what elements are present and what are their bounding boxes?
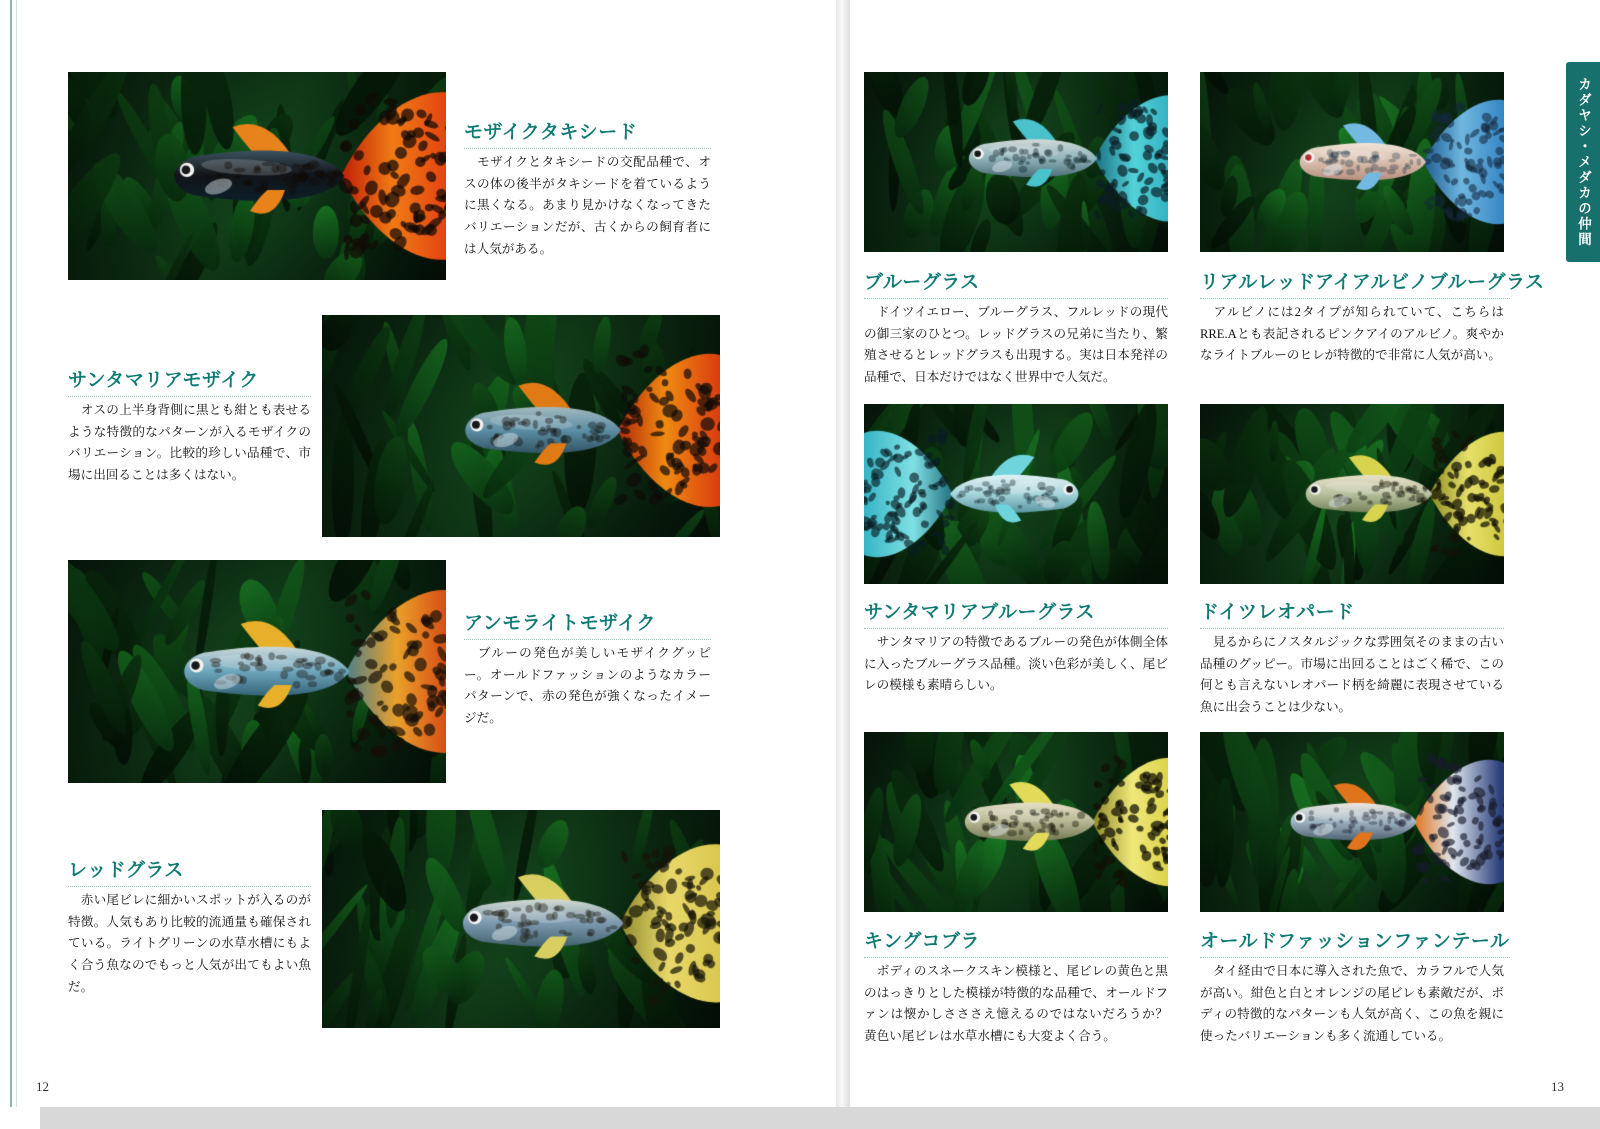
chapter-side-tab — [1566, 62, 1600, 262]
entry-body-2: オスの上半身背側に黒とも紺とも表せるような特徴的なパターンが入るモザイクのバリエーション。比較的珍しい品種で、市場に出回ることは多くはない。 — [68, 403, 311, 482]
entry-title-r1: ブルーグラス — [864, 267, 1168, 299]
entry-body-r2: アルビノには2タイプが知られていて、こちらはRRE.Aとも表記されるピンクアイのアルビノ。爽やかなライトブルーのヒレが特徴的で非常に人気が高い。 — [1200, 305, 1504, 363]
photo-santa-maria-blue-grass — [864, 404, 1168, 584]
entry-body-r1: ドイツイエロー、ブルーグラス、フルレッドの現代の御三家のひとつ。レッドグラスの兄弟に当たり、繁殖させるとレッドグラスも出現する。実は日本発祥の品種で、日本だけではなく世界中で人気だ。 — [864, 305, 1168, 384]
entry-body-r6: タイ経由で日本に導入された魚で、カラフルで人気が高い。紺色と白とオレンジの尾ビレも素敵だが、ボディの特徴的なパターンも人気が高く、この魚を親に使ったバリエーションも多く流通している。 — [1200, 964, 1504, 1043]
entry-title-1: モザイクタキシード — [464, 117, 711, 149]
entry-body-3: ブルーの発色が美しいモザイクグッピー。オールドファッションのようなカラーパターンで、赤の発色が強くなったイメージだ。 — [464, 646, 711, 725]
entry-title-r3: サンタマリアブルーグラス — [864, 597, 1168, 629]
photo-old-fashion-fantail — [1200, 732, 1504, 912]
page-edge-rule — [10, 0, 12, 1129]
entry-body-r5: ボディのスネークスキン模様と、尾ビレの黄色と黒のはっきりとした模様が特徴的な品種で、オールドファンは懐かしさささえ憶えるのではないだろうか？ 黄色い尾ビレは水草水槽にも大変よく合う。 — [864, 964, 1168, 1043]
page-edge-rule-thin — [16, 0, 17, 1129]
photo-king-cobra — [864, 732, 1168, 912]
chapter-side-tab-label: カダヤシ・メダカの仲間 — [1576, 76, 1591, 248]
entry-body-4: 赤い尾ビレに細かいスポットが入るのが特徴。人気もあり比較的流通量も確保されている。ライトグリーンの水草水槽にもよく合う魚なのでもっと人気が出てもよい魚だ。 — [68, 893, 311, 994]
entry-title-2: サンタマリアモザイク — [68, 365, 311, 397]
entry-title-4: レッドグラス — [68, 855, 311, 887]
entry-title-3: アンモライトモザイク — [464, 608, 711, 640]
photo-blue-grass — [864, 72, 1168, 252]
photo-red-grass — [322, 810, 720, 1028]
photo-rrea-albino-blue-grass — [1200, 72, 1504, 252]
photo-mosaic-tuxedo — [68, 72, 446, 280]
photo-ammolite-mosaic — [68, 560, 446, 783]
entry-title-r5: キングコブラ — [864, 926, 1168, 958]
entry-title-r4: ドイツレオパード — [1200, 597, 1504, 629]
bottom-band-end — [0, 1107, 40, 1129]
entry-body-r3: サンタマリアの特徴であるブルーの発色が体側全体に入ったブルーグラス品種。淡い色彩が美しく、尾ビレの模様も素晴らしい。 — [864, 635, 1168, 693]
entry-body-r4: 見るからにノスタルジックな雰囲気そのままの古い品種のグッピー。市場に出回ることはごく稀で、この何とも言えないレオパード柄を綺麗に表現させている魚に出会うことは少ない。 — [1200, 635, 1504, 714]
photo-german-leopard — [1200, 404, 1504, 584]
photo-santa-maria-mosaic — [322, 315, 720, 537]
folio-right: 13 — [1551, 1079, 1564, 1094]
bottom-band — [40, 1107, 1600, 1129]
entry-title-r6: オールドファッションファンテール — [1200, 926, 1510, 958]
entry-body-1: モザイクとタキシードの交配品種で、オスの体の後半がタキシードを着ているように黒くなる。あまり見かけなくなってきたバリエーションだが、古くからの飼育者には人気がある。 — [464, 155, 711, 256]
book-gutter — [836, 0, 850, 1129]
folio-left: 12 — [36, 1079, 49, 1094]
entry-title-r2: リアルレッドアイアルビノブルーグラス — [1200, 267, 1510, 299]
